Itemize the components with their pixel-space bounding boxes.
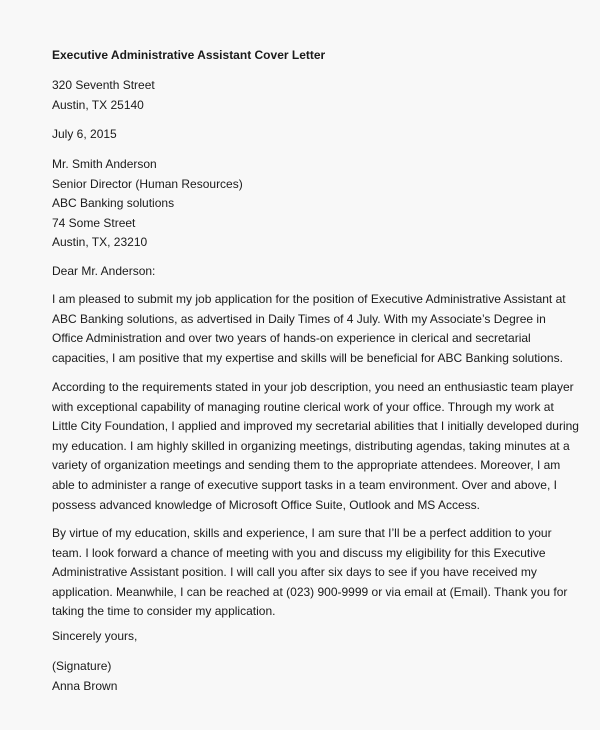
paragraph-line: team. I look forward a chance of meeting with you and discuss my eligibility for this Executive — [52, 545, 546, 560]
sender-street: 320 Seventh Street — [52, 78, 155, 92]
paragraph-line: taking the time to consider my application. — [52, 604, 276, 619]
document-title: Executive Administrative Assistant Cover Letter — [52, 48, 326, 62]
paragraph-3 — [52, 524, 568, 622]
recipient-street: 74 Some Street — [52, 216, 136, 230]
paragraph-line: By virtue of my education, skills and experience, I am sure that I’ll be a perfect addition to your — [52, 526, 552, 540]
paragraph-line: Little City Foundation, I applied and improved my secretarial abilities that I initially developed during — [52, 419, 579, 434]
paragraph-line: my education. I am highly skilled in organizing meetings, distributing agendas, taking minutes at a — [52, 438, 570, 453]
letter-date: July 6, 2015 — [52, 127, 117, 141]
signature-placeholder: (Signature) — [52, 659, 112, 673]
paragraph-2 — [52, 378, 579, 515]
paragraph-line: I am pleased to submit my job application for the position of Executive Administrative Assistant at — [52, 292, 566, 306]
paragraph-line: Office Administration and over two years of hands-on experience in clerical and secretarial — [52, 331, 531, 346]
recipient-position: Senior Director (Human Resources) — [52, 177, 243, 191]
paragraph-line: According to the requirements stated in your job description, you need an enthusiastic team player — [52, 380, 574, 394]
paragraph-line: variety of organization meetings and sending them to the appropriate attendees. Moreover, I am — [52, 458, 561, 473]
paragraph-1 — [52, 290, 566, 368]
sender-city: Austin, TX 25140 — [52, 98, 144, 112]
paragraph-line: capacities, I am positive that my expertise and skills will be beneficial for ABC Banking solutions. — [52, 350, 563, 365]
recipient-city: Austin, TX, 23210 — [52, 235, 148, 249]
closing: Sincerely yours, — [52, 629, 138, 643]
signer-name: Anna Brown — [52, 679, 118, 693]
salutation: Dear Mr. Anderson: — [52, 264, 156, 278]
paragraph-line: possess advanced knowledge of Microsoft Office Suite, Outlook and MS Access. — [52, 497, 480, 512]
paragraph-line: able to administer a range of executive support tasks in a team environment. Over and above, I — [52, 477, 557, 492]
recipient-company: ABC Banking solutions — [52, 196, 175, 210]
recipient-name: Mr. Smith Anderson — [52, 157, 157, 171]
paragraph-line: application. Meanwhile, I can be reached at (023) 900-9999 or via email at (Email). Thank you for — [52, 584, 568, 599]
paragraph-line: Administrative Assistant position. I will call you after six days to see if you have received my — [52, 565, 537, 580]
paragraph-line: with exceptional capability of managing routine clerical work of your office. Through my work at — [52, 399, 554, 414]
paragraph-line: ABC Banking solutions, as advertised in Daily Times of 4 July. With my Associate’s Degree in — [52, 311, 546, 326]
